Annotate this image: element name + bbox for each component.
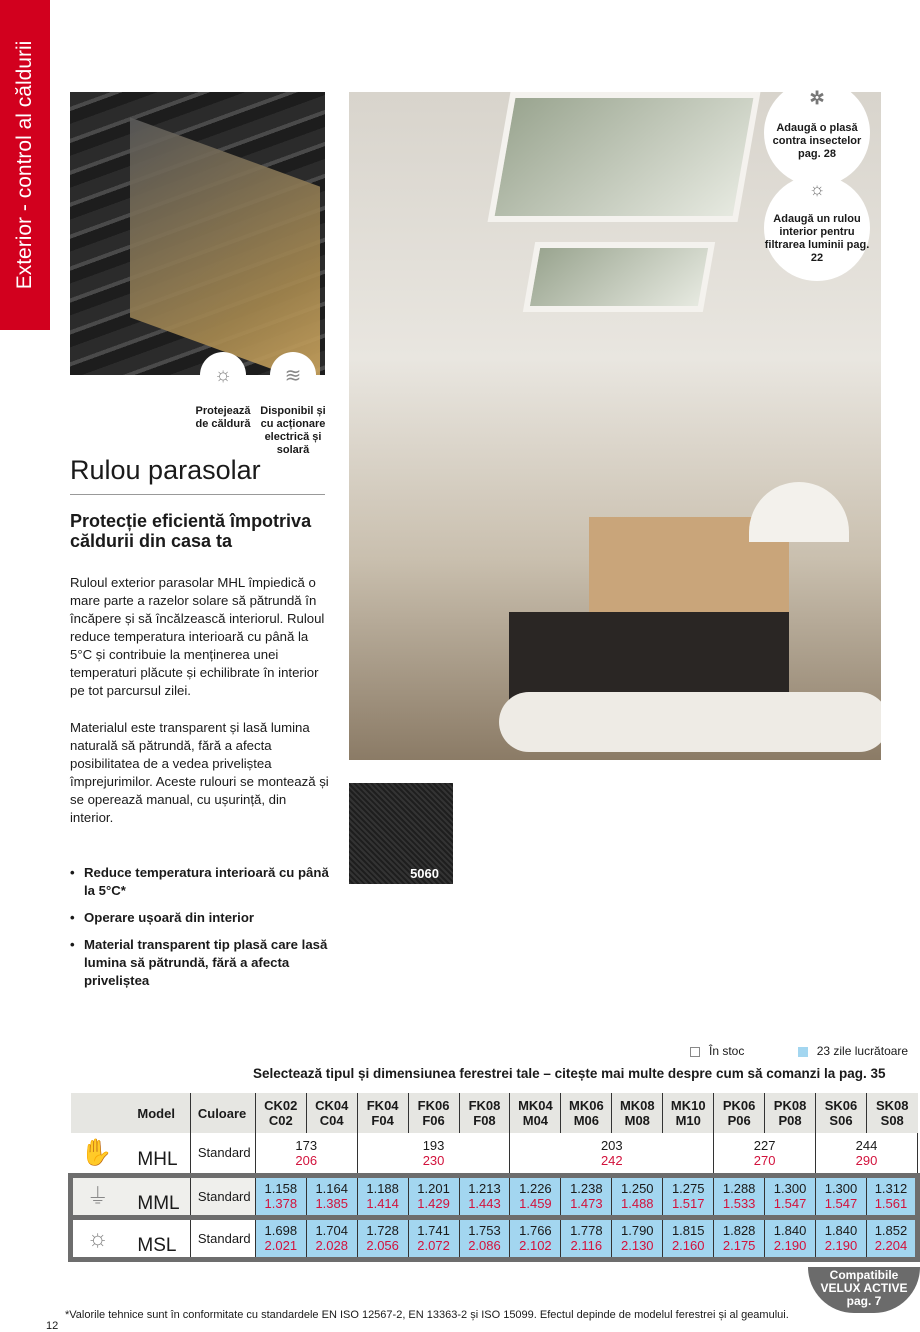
table-caption: Selectează tipul și dimensiunea ferestrei tale – citește mai multe despre cum să comanzi la pag. 35	[253, 1066, 886, 1081]
subtitle: Protecție eficientă împotriva căldurii din casa ta	[70, 511, 312, 551]
col-size: MK04 M04	[510, 1093, 561, 1133]
col-size: SK08 S08	[866, 1093, 917, 1133]
col-size: PK08 P08	[765, 1093, 816, 1133]
price-cell: 1.790 2.130	[612, 1217, 663, 1259]
price-cell: 1.300 1.547	[816, 1175, 867, 1217]
price-cell: 1.840 2.190	[765, 1217, 816, 1259]
col-size: SK06 S06	[816, 1093, 867, 1133]
col-culoare: Culoare	[190, 1093, 255, 1133]
col-size: MK06 M06	[561, 1093, 612, 1133]
light-filter-bubble[interactable]	[764, 175, 870, 281]
badge-line: VELUX ACTIVE	[820, 1281, 908, 1295]
wifi-icon: ≋	[270, 352, 316, 398]
legend-days: 23 zile lucrătoare	[816, 1044, 909, 1058]
price-cell: 1.840 2.190	[816, 1217, 867, 1259]
feature-heat-label: Protejează de căldură	[195, 405, 251, 430]
price-cell: 1.728 2.056	[357, 1217, 408, 1259]
price-cell: 193 230	[357, 1133, 510, 1175]
price-cell: 1.250 1.488	[612, 1175, 663, 1217]
price-cell: 227 270	[714, 1133, 816, 1175]
model-mhl: MHL	[137, 1149, 178, 1171]
col-size: FK08 F08	[459, 1093, 510, 1133]
price-cell: 203 242	[510, 1133, 714, 1175]
days-swatch	[798, 1047, 808, 1057]
price-cell: 1.753 2.086	[459, 1217, 510, 1259]
price-table	[68, 1093, 920, 1262]
price-cell: 1.815 2.160	[663, 1217, 714, 1259]
badge-line: pag. 7	[846, 1294, 882, 1308]
color-cell: Standard	[190, 1175, 255, 1217]
section-tab-label: Exterior - control al căldurii	[13, 40, 36, 290]
price-cell: 1.164 1.385	[306, 1175, 357, 1217]
bubble-text: Adaugă o plasă contra insectelor pag. 28	[772, 122, 862, 160]
price-cell: 1.852 2.204	[866, 1217, 917, 1259]
footnote: *Valorile tehnice sunt în conformitate cu standardele EN ISO 12567-2, EN 13363-2 și ISO 15099. Efectul depinde de modelul ferestrei și al geamului.	[65, 1309, 789, 1321]
product-photo-roof	[70, 92, 325, 375]
price-cell: 1.778 2.116	[561, 1217, 612, 1259]
price-cell: 1.704 2.028	[306, 1217, 357, 1259]
price-cell: 1.766 2.102	[510, 1217, 561, 1259]
color-cell: Standard	[190, 1217, 255, 1259]
hand-icon: ✋	[80, 1137, 113, 1168]
price-cell: 1.188 1.414	[357, 1175, 408, 1217]
velux-active-badge[interactable]	[808, 1267, 920, 1313]
price-cell: 1.828 2.175	[714, 1217, 765, 1259]
model-mml: MML	[122, 1175, 190, 1217]
feature-electric-label: Disponibil și cu acționare electrică și solară	[260, 405, 326, 456]
bubble-text: Adaugă un rulou interior pentru filtrarea luminii pag. 22	[764, 213, 870, 264]
col-size: PK06 P06	[714, 1093, 765, 1133]
price-cell: 1.201 1.429	[408, 1175, 459, 1217]
heat-protection-icon: ☼	[200, 352, 246, 398]
price-cell: 173 206	[255, 1133, 357, 1175]
legend	[690, 1044, 920, 1058]
price-cell: 1.275 1.517	[663, 1175, 714, 1217]
price-cell: 1.698 2.021	[255, 1217, 306, 1259]
price-cell: 1.288 1.533	[714, 1175, 765, 1217]
bullet-item: • Reduce temperatura interioară cu până la 5°C*	[70, 864, 330, 900]
price-cell: 1.226 1.459	[510, 1175, 561, 1217]
col-size: FK04 F04	[357, 1093, 408, 1133]
col-size: MK08 M08	[612, 1093, 663, 1133]
price-cell: 244 290	[816, 1133, 918, 1175]
price-cell: 1.238 1.473	[561, 1175, 612, 1217]
paragraph: Materialul este transparent și lasă lumina naturală să pătrundă, fără a afecta posibilitatea de a vedea priveliștea împrejurimilor. Aceste rulouri se montează și se operează manual, cu ușurință, din interior.	[70, 720, 329, 825]
light-filter-icon: ☼	[808, 179, 826, 199]
paragraph: Ruloul exterior parasolar MHL împiedică o mare parte a razelor solare să pătrundă în încăpere și să încălzească interiorul. Ruloul reduce temperatura interioară cu până la 5°C și contribuie la menținerea unei temperaturi plăcute și echilibrate în interior pe tot parcursul zilei.	[70, 575, 325, 698]
in-stock-swatch	[690, 1047, 700, 1057]
title-divider	[70, 494, 325, 495]
legend-in-stock: În stoc	[709, 1044, 745, 1058]
col-size: FK06 F06	[408, 1093, 459, 1133]
sun-icon: ☼	[86, 1224, 109, 1252]
color-cell: Standard	[190, 1133, 255, 1175]
section-tab	[0, 0, 50, 330]
col-size: CK04 C04	[306, 1093, 357, 1133]
plug-icon: ⏚	[71, 1175, 123, 1217]
insect-screen-icon: ✲	[809, 88, 825, 108]
bullet-item: • Material transparent tip plasă care lasă lumina să pătrundă, fără a afecta priveliștea	[70, 936, 330, 990]
bullet-item: • Operare ușoară din interior	[70, 909, 330, 927]
model-msl: MSL	[137, 1234, 177, 1256]
feature-bullets	[70, 864, 330, 999]
col-size: CK02 C02	[255, 1093, 306, 1133]
price-cell: 1.300 1.547	[765, 1175, 816, 1217]
page-title: Rulou parasolar	[70, 455, 261, 485]
badge-line: Compatibile	[829, 1268, 899, 1282]
price-cell: 1.312 1.561	[866, 1175, 917, 1217]
price-cell: 1.741 2.072	[408, 1217, 459, 1259]
insect-screen-bubble[interactable]	[764, 80, 870, 186]
swatch-code: 5060	[410, 866, 439, 881]
col-size: MK10 M10	[663, 1093, 714, 1133]
price-cell: 1.213 1.443	[459, 1175, 510, 1217]
col-model: Model	[122, 1093, 190, 1133]
price-cell: 1.158 1.378	[255, 1175, 306, 1217]
page-number: 12	[46, 1320, 59, 1332]
fabric-swatch[interactable]	[349, 783, 453, 884]
